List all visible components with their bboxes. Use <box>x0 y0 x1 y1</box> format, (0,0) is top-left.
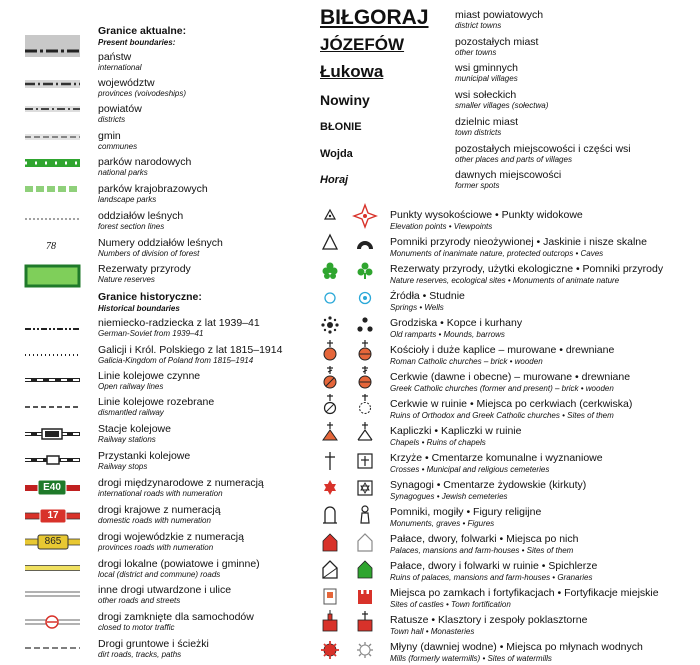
chapel-icon <box>323 422 337 440</box>
mound-icon <box>357 317 372 331</box>
legend-label-en: provinces (voivodeships) <box>98 89 187 98</box>
town-sample-former: Horaj <box>320 174 349 186</box>
legend-label: Linie kolejowe czynne <box>98 370 201 382</box>
town-label: wsi gminnych <box>455 62 519 74</box>
legend-label: parków krajobrazowych <box>98 183 208 195</box>
legend-label: powiatów <box>98 103 142 115</box>
legend-label: drogi wojewódzkie z numeracją <box>98 531 244 543</box>
poi-label: Kapliczki • Kapliczki w ruinie <box>390 425 522 437</box>
poi-label: Punkty wysokościowe • Punkty widokowe <box>390 209 583 221</box>
legend-label-en: international roads with numeration <box>98 489 223 498</box>
road-shield-domestic: 17 <box>47 510 59 521</box>
figure-icon <box>361 506 369 523</box>
church-site-icon <box>360 394 371 414</box>
poi-label: Synagogi • Cmentarze żydowskie (kirkuty) <box>390 479 587 491</box>
legend-label-en: dismantled railway <box>98 408 164 417</box>
legend-label-en: Numbers of division of forest <box>98 249 200 258</box>
other-road-symbol <box>25 592 80 596</box>
legend-label: oddziałów leśnych <box>98 210 184 222</box>
legend-label-en: German-Soviet from 1939–41 <box>98 329 204 338</box>
legend-label: Rezerwaty przyrody <box>98 263 191 275</box>
current-boundaries-header-en: Present boundaries: <box>98 38 176 47</box>
historic-boundaries-header: Granice historyczne: <box>98 291 202 303</box>
legend-label: drogi zamknięte dla samochodów <box>98 611 254 623</box>
legend-label: Numery oddziałów leśnych <box>98 237 223 249</box>
palace-ruin-icon <box>323 561 337 578</box>
poi-label: Źródła • Studnie <box>390 290 465 302</box>
legend-label-en: Railway stations <box>98 435 156 444</box>
legend-label: państw <box>98 51 132 63</box>
legend-label-en: Nature reserves <box>98 275 155 284</box>
legend-label-en: national parks <box>98 168 148 177</box>
palace-site-icon <box>358 534 372 551</box>
poi-label-en: Springs • Wells <box>390 303 444 312</box>
town-label: wsi sołeckich <box>455 89 517 101</box>
national-park-boundary-symbol <box>25 159 80 167</box>
town-label: dzielnic miast <box>455 116 519 128</box>
nature-reserve-area-symbol <box>26 266 79 286</box>
mill-icon <box>321 641 339 659</box>
cross-icon <box>325 452 335 470</box>
poi-label: Ratusze • Klasztory i zespoły poklasztorne <box>390 614 588 626</box>
town-label-en: other towns <box>455 48 497 57</box>
town-label-en: former spots <box>455 181 500 190</box>
historic-boundaries-header-en: Historical boundaries <box>98 304 180 313</box>
poi-label: Cerkwie (dawne i obecne) – murowane • drewniane <box>390 371 631 383</box>
poi-label: Młyny (dawniej wodne) • Miejsca po młynach wodnych <box>390 641 643 653</box>
tree-monument-icon <box>358 263 373 280</box>
poi-label: Rezerwaty przyrody, użytki ekologiczne • Pomniki przyrody <box>390 263 664 275</box>
road-shield-province: 865 <box>44 536 62 547</box>
legend-label-en: Galicia-Kingdom of Poland from 1815–1914 <box>98 356 254 365</box>
monument-icon <box>323 507 337 523</box>
poi-label: Krzyże • Cmentarze komunalne i wyznaniowe <box>390 452 603 464</box>
church-wooden-icon <box>359 340 371 360</box>
local-road-symbol <box>25 566 80 571</box>
poi-label-en: Chapels • Ruins of chapels <box>390 438 486 447</box>
town-label: dawnych miejscowości <box>455 169 562 181</box>
monastery-icon <box>358 611 372 631</box>
legend-label-en: Open railway lines <box>98 382 164 391</box>
legend-label: drogi międzynarodowe z numeracją <box>98 477 264 489</box>
town-sample-place: Wojda <box>320 148 353 160</box>
poi-label-en: Old ramparts • Mounds, barrows <box>390 330 505 339</box>
poi-label: Pałace, dwory i folwarki w ruinie • Spichlerze <box>390 560 598 572</box>
jewish-cemetery-icon <box>358 481 372 495</box>
town-label: pozostałych miejscowości i części wsi <box>455 143 631 155</box>
legend-label: drogi lokalne (powiatowe i gminne) <box>98 558 260 570</box>
poi-label: Cerkwie w ruinie • Miejsca po cerkwiach (cerkwiska) <box>390 398 633 410</box>
poi-label-en: Greek Catholic churches (former and present) – brick • wooden <box>390 384 614 393</box>
poi-label-en: Ruins of Orthodox and Greek Catholic churches • Sites of them <box>390 411 614 420</box>
poi-label-en: Monuments, graves • Figures <box>390 519 495 528</box>
legend-label: inne drogi utwardzone i ulice <box>98 584 232 596</box>
legend-label-en: communes <box>98 142 138 151</box>
legend-label-en: domestic roads with numeration <box>98 516 211 525</box>
road-shield-international: E40 <box>43 482 61 493</box>
castle-site-icon <box>324 589 336 604</box>
poi-label-en: Crosses • Municipal and religious cemeteries <box>390 465 550 474</box>
legend-label-en: districts <box>98 115 126 124</box>
town-sample-district-part: BŁONIE <box>320 121 362 133</box>
town-fortification-icon <box>358 590 372 604</box>
town-sample-district: BIŁGORAJ <box>320 6 429 29</box>
orthodox-church-brick-icon <box>324 366 336 388</box>
legend-label: Galicji i Król. Polskiego z lat 1815–1914 <box>98 344 283 356</box>
railway-stop-symbol <box>25 456 80 464</box>
nature-reserve-icon <box>323 263 338 280</box>
rampart-icon <box>321 316 338 333</box>
legend-label: drogi krajowe z numeracją <box>98 504 221 516</box>
well-icon <box>360 293 371 304</box>
poi-label-en: Town hall • Monasteries <box>390 627 475 636</box>
poi-label: Miejsca po zamkach i fortyfikacjach • Fortyfikacje miejskie <box>390 587 659 599</box>
poi-label-en: Ruins of palaces, mansions and farm-houses • Granaries <box>390 573 593 582</box>
railway-station-symbol <box>25 429 80 439</box>
poi-label-en: Nature reserves, ecological sites • Monuments of animate nature <box>390 276 620 285</box>
legend-label: województw <box>98 77 155 89</box>
rock-monument-icon <box>323 235 337 249</box>
legend-label-en: dirt roads, tracks, paths <box>98 650 182 659</box>
church-brick-icon <box>324 340 336 360</box>
church-ruin-icon <box>325 394 336 414</box>
town-sample-other: JÓZEFÓW <box>320 35 405 54</box>
legend-label-en: forest section lines <box>98 222 165 231</box>
town-label-en: other places and parts of villages <box>455 155 572 164</box>
town-label-en: smaller villages (sołectwa) <box>455 101 549 110</box>
poi-label: Pałace, dwory, folwarki • Miejsca po nich <box>390 533 579 545</box>
town-label: pozostałych miast <box>455 36 539 48</box>
current-boundaries-header: Granice aktualne: <box>98 25 187 37</box>
legend-label: Stacje kolejowe <box>98 423 171 435</box>
poi-label: Pomniki, mogiły • Figury religijne <box>390 506 542 518</box>
cave-icon <box>357 241 373 249</box>
poi-symbols <box>318 200 390 665</box>
palace-icon <box>323 534 337 551</box>
town-label-en: municipal villages <box>455 74 518 83</box>
chapel-ruin-icon <box>358 422 372 440</box>
legend-label-en: other roads and streets <box>98 596 181 605</box>
town-hall-icon <box>323 610 337 631</box>
town-label: miast powiatowych <box>455 9 544 21</box>
closed-road-symbol <box>25 616 80 628</box>
poi-label-en: Monuments of inanimate nature, protected outcrops • Caves <box>390 249 604 258</box>
mill-site-icon <box>357 642 373 658</box>
synagogue-icon <box>324 480 336 495</box>
cemetery-icon <box>358 454 372 468</box>
elevation-point-icon <box>325 210 335 219</box>
forest-number-sample: 78 <box>46 241 56 252</box>
spring-icon <box>325 293 335 303</box>
poi-label-en: Palaces, mansions and farm-houses • Sites of them <box>390 546 574 555</box>
legend-label: Przystanki kolejowe <box>98 450 191 462</box>
legend-label-en: international <box>98 63 142 72</box>
legend-label-en: Railway stops <box>98 462 148 471</box>
town-label-en: district towns <box>455 21 502 30</box>
town-label-en: town districts <box>455 128 502 137</box>
poi-label-en: Mills (formerly watermills) • Sites of watermills <box>390 654 552 663</box>
poi-label-en: Roman Catholic churches – brick • wooden <box>390 357 543 366</box>
viewpoint-icon <box>354 205 376 227</box>
legend-label-en: closed to motor traffic <box>98 623 175 632</box>
legend-label: parków narodowych <box>98 156 192 168</box>
legend-label-en: provinces roads with numeration <box>98 543 214 552</box>
legend-label: niemiecko-radziecka z lat 1939–41 <box>98 317 260 329</box>
legend-label: gmin <box>98 130 121 142</box>
international-boundary-symbol <box>25 35 80 57</box>
poi-label-en: Sites of castles • Town fortification <box>390 600 511 609</box>
poi-label-en: Synagogues • Jewish cemeteries <box>390 492 508 501</box>
granary-icon <box>358 561 372 578</box>
legend-label: Linie kolejowe rozebrane <box>98 396 215 408</box>
poi-label: Pomniki przyrody nieożywionej • Jaskinie i nisze skalne <box>390 236 647 248</box>
town-sample-village: Nowiny <box>320 92 370 108</box>
legend-label-en: local (district and commune) roads <box>98 570 221 579</box>
poi-label-en: Elevation points • Viewpoints <box>390 222 493 231</box>
orthodox-church-wooden-icon <box>359 366 371 388</box>
legend-label: Drogi gruntowe i ścieżki <box>98 638 209 650</box>
poi-label: Grodziska • Kopce i kurhany <box>390 317 523 329</box>
town-sample-municipal-village: Łukowa <box>320 62 384 81</box>
left-symbols <box>0 0 100 665</box>
legend-label-en: landscape parks <box>98 195 157 204</box>
poi-label: Kościoły i duże kaplice – murowane • drewniane <box>390 344 615 356</box>
